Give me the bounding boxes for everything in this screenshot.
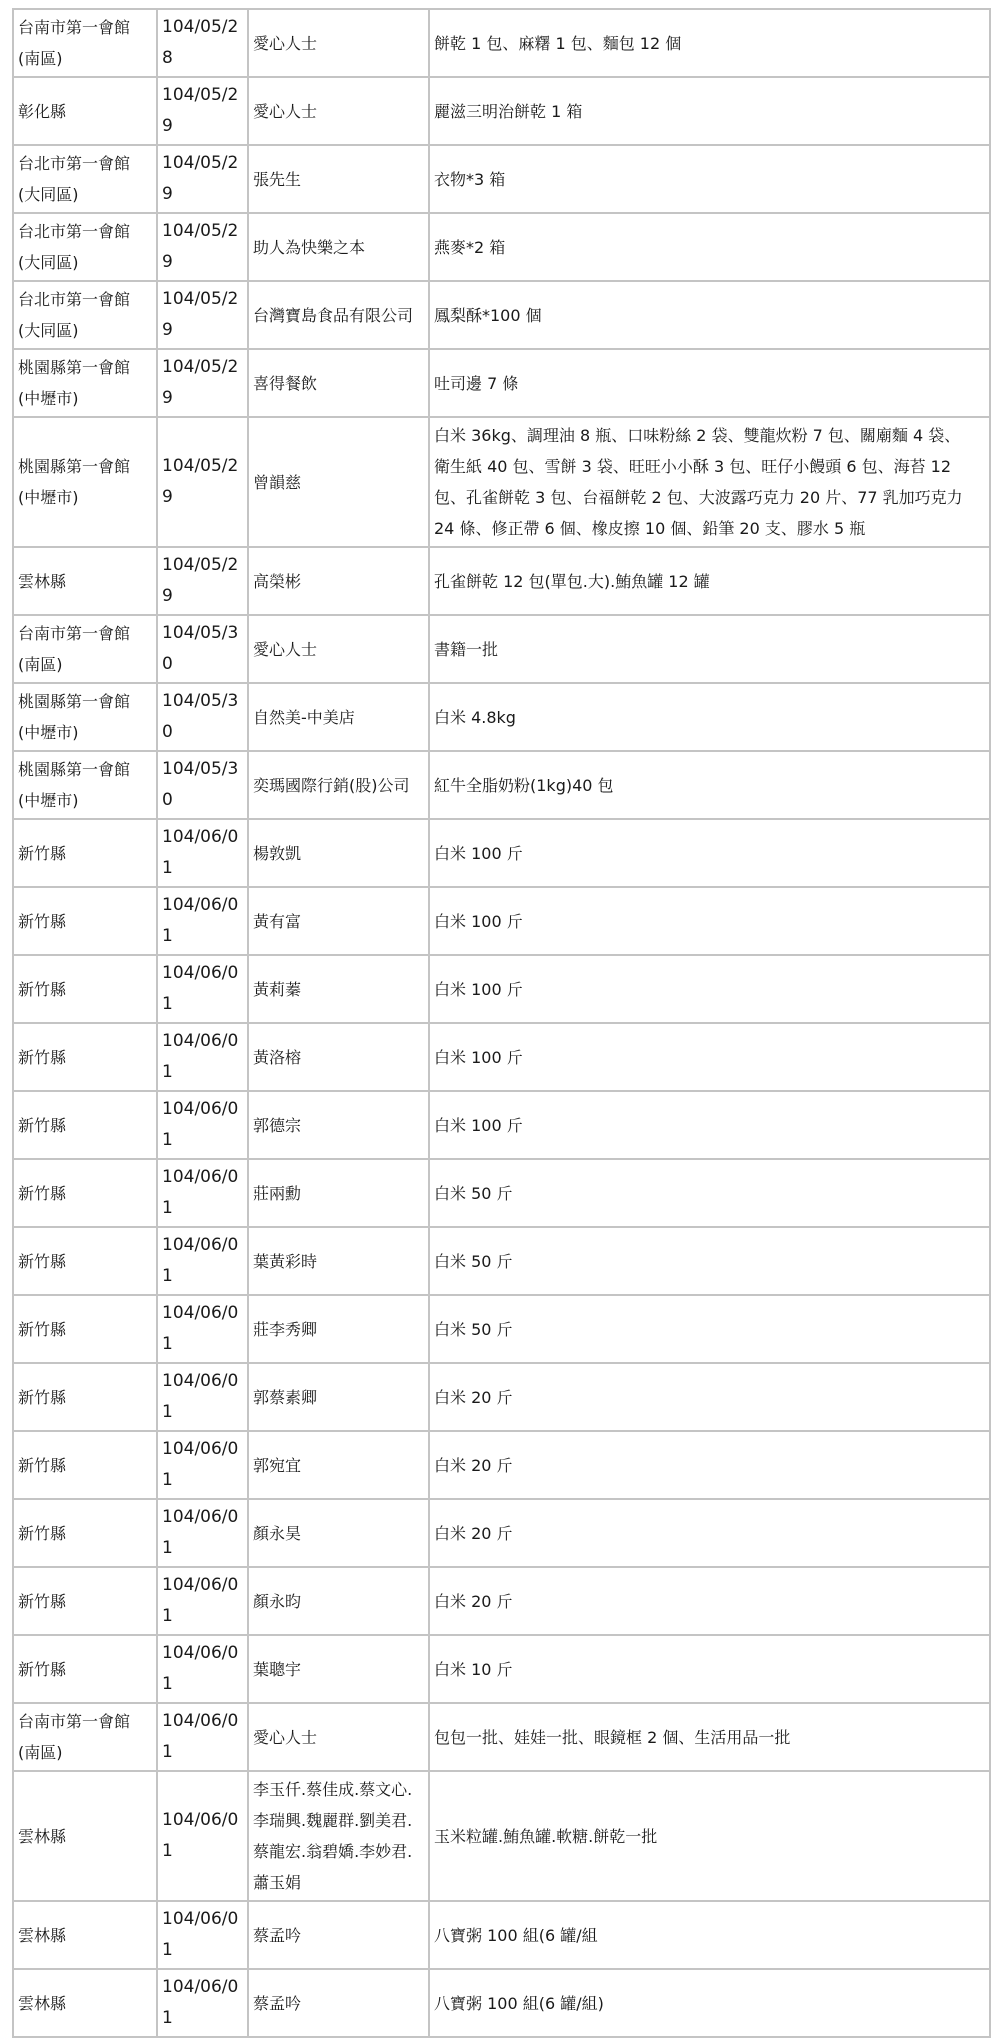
items-cell xyxy=(429,1023,990,1091)
table-row xyxy=(13,1901,990,1969)
branch-cell-line: 新竹縣 xyxy=(18,843,67,863)
date-cell xyxy=(157,1703,248,1771)
branch-cell-line: 新竹縣 xyxy=(18,1183,67,1203)
items-cell xyxy=(429,955,990,1023)
table-row xyxy=(13,9,990,77)
date-cell xyxy=(157,819,248,887)
branch-cell-line: 新竹縣 xyxy=(18,1659,67,1679)
branch-cell-line: 桃園縣第一會館 xyxy=(18,760,131,779)
donor-cell-line: 自然美-中美店 xyxy=(253,707,355,727)
date-cell xyxy=(157,9,248,77)
date-cell xyxy=(157,213,248,281)
date-cell xyxy=(157,1363,248,1431)
donor-cell xyxy=(248,1023,429,1091)
branch-cell xyxy=(13,1431,157,1499)
donor-cell xyxy=(248,77,429,145)
branch-cell xyxy=(13,349,157,417)
branch-cell-line: 雲林縣 xyxy=(18,1993,67,2013)
items-cell-line: 24 條、修正帶 6 個、橡皮擦 10 個、鉛筆 20 支、膠水 5 瓶 xyxy=(434,519,866,538)
donor-cell-line: 蕭玉娟 xyxy=(253,1873,302,1892)
donor-cell xyxy=(248,1901,429,1969)
branch-cell-line: 新竹縣 xyxy=(18,1591,67,1611)
donor-cell-line: 顏永昊 xyxy=(253,1523,302,1543)
items-cell-line: 燕麥*2 箱 xyxy=(434,237,506,257)
date-cell-line: 104/06/01 xyxy=(162,895,239,946)
branch-cell xyxy=(13,1159,157,1227)
donor-cell xyxy=(248,1635,429,1703)
branch-cell-line: (中壢市) xyxy=(18,389,79,408)
table-row xyxy=(13,547,990,615)
items-cell-line: 餅乾 1 包、麻糬 1 包、麵包 12 個 xyxy=(434,33,682,53)
date-cell xyxy=(157,955,248,1023)
donor-cell xyxy=(248,9,429,77)
branch-cell-line: 新竹縣 xyxy=(18,979,67,999)
donor-cell-line: 蔡龍宏.翁碧嬌.李妙君. xyxy=(253,1842,413,1861)
items-cell xyxy=(429,1567,990,1635)
table-row xyxy=(13,281,990,349)
branch-cell-line: (大同區) xyxy=(18,253,79,272)
donor-cell xyxy=(248,1227,429,1295)
items-cell-line: 白米 100 斤 xyxy=(434,843,523,863)
donor-cell-line: 葉聰宇 xyxy=(253,1659,302,1679)
items-cell-line: 白米 20 斤 xyxy=(434,1523,513,1543)
date-cell-line: 104/06/01 xyxy=(162,1167,239,1218)
date-cell xyxy=(157,887,248,955)
date-cell xyxy=(157,615,248,683)
items-cell xyxy=(429,1499,990,1567)
date-cell xyxy=(157,77,248,145)
branch-cell-line: 台北市第一會館 xyxy=(18,154,131,173)
branch-cell-line: (南區) xyxy=(18,1743,63,1762)
donor-cell-line: 李玉仟.蔡佳成.蔡文心. xyxy=(253,1780,413,1799)
donor-cell-line: 郭德宗 xyxy=(253,1115,302,1135)
donor-cell xyxy=(248,819,429,887)
branch-cell xyxy=(13,615,157,683)
branch-cell xyxy=(13,1227,157,1295)
items-cell xyxy=(429,417,990,547)
date-cell xyxy=(157,349,248,417)
table-row xyxy=(13,1969,990,2037)
branch-cell-line: 新竹縣 xyxy=(18,1115,67,1135)
donor-cell xyxy=(248,683,429,751)
branch-cell-line: (中壢市) xyxy=(18,791,79,810)
items-cell-line: 吐司邊 7 條 xyxy=(434,373,519,393)
donor-cell xyxy=(248,1091,429,1159)
date-cell xyxy=(157,1023,248,1091)
items-cell-line: 麗滋三明治餅乾 1 箱 xyxy=(434,101,583,121)
table-row xyxy=(13,1023,990,1091)
branch-cell-line: 新竹縣 xyxy=(18,1251,67,1271)
branch-cell-line: (中壢市) xyxy=(18,488,79,507)
branch-cell xyxy=(13,417,157,547)
donor-cell-line: 台灣寶島食品有限公司 xyxy=(253,305,414,325)
items-cell-line: 孔雀餅乾 12 包(單包.大).鮪魚罐 12 罐 xyxy=(434,571,710,591)
branch-cell xyxy=(13,1771,157,1901)
items-cell xyxy=(429,751,990,819)
date-cell-line: 104/06/01 xyxy=(162,1371,239,1422)
date-cell-line: 104/05/30 xyxy=(162,623,239,674)
donor-cell xyxy=(248,213,429,281)
date-cell xyxy=(157,1159,248,1227)
date-cell-line: 104/06/01 xyxy=(162,1977,239,2028)
donor-cell xyxy=(248,281,429,349)
donor-cell-line: 助人為快樂之本 xyxy=(253,237,366,257)
donor-cell xyxy=(248,417,429,547)
table-row xyxy=(13,683,990,751)
branch-cell xyxy=(13,9,157,77)
donor-cell-line: 莊兩勳 xyxy=(253,1183,302,1203)
donor-cell-line: 喜得餐飲 xyxy=(253,373,318,393)
date-cell xyxy=(157,1901,248,1969)
date-cell-line: 104/05/29 xyxy=(162,357,239,408)
items-cell xyxy=(429,683,990,751)
branch-cell-line: 台南市第一會館 xyxy=(18,1712,131,1731)
date-cell-line: 104/05/28 xyxy=(162,17,239,68)
items-cell-line: 玉米粒罐.鮪魚罐.軟糖.餅乾一批 xyxy=(434,1826,658,1846)
branch-cell xyxy=(13,1703,157,1771)
donor-cell xyxy=(248,1703,429,1771)
items-cell-line: 白米 100 斤 xyxy=(434,911,523,931)
date-cell-line: 104/06/01 xyxy=(162,1031,239,1082)
table-row xyxy=(13,349,990,417)
items-cell-line: 白米 20 斤 xyxy=(434,1387,513,1407)
branch-cell-line: 台南市第一會館 xyxy=(18,18,131,37)
items-cell xyxy=(429,9,990,77)
items-cell-line: 八寶粥 100 組(6 罐/組) xyxy=(434,1993,604,2013)
date-cell-line: 104/05/30 xyxy=(162,759,239,810)
branch-cell-line: 桃園縣第一會館 xyxy=(18,457,131,476)
table-row xyxy=(13,145,990,213)
date-cell-line: 104/05/30 xyxy=(162,691,239,742)
branch-cell xyxy=(13,819,157,887)
branch-cell-line: 雲林縣 xyxy=(18,1925,67,1945)
branch-cell xyxy=(13,1969,157,2037)
table-row xyxy=(13,1499,990,1567)
donor-cell-line: 蔡孟吟 xyxy=(253,1925,302,1945)
donor-cell-line: 莊李秀卿 xyxy=(253,1319,318,1339)
table-row xyxy=(13,1635,990,1703)
branch-cell xyxy=(13,683,157,751)
items-cell xyxy=(429,213,990,281)
branch-cell-line: (南區) xyxy=(18,49,63,68)
donor-cell-line: 愛心人士 xyxy=(253,33,318,53)
branch-cell xyxy=(13,281,157,349)
table-row xyxy=(13,1159,990,1227)
donor-cell-line: 黃莉蓁 xyxy=(253,979,302,999)
donor-cell xyxy=(248,1431,429,1499)
table-row xyxy=(13,1091,990,1159)
date-cell-line: 104/06/01 xyxy=(162,1099,239,1150)
donor-cell xyxy=(248,955,429,1023)
date-cell xyxy=(157,1635,248,1703)
date-cell xyxy=(157,683,248,751)
date-cell-line: 104/06/01 xyxy=(162,827,239,878)
items-cell-line: 包包一批、娃娃一批、眼鏡框 2 個、生活用品一批 xyxy=(434,1727,791,1747)
date-cell-line: 104/06/01 xyxy=(162,1643,239,1694)
branch-cell-line: (中壢市) xyxy=(18,723,79,742)
table-row xyxy=(13,615,990,683)
table-row xyxy=(13,1703,990,1771)
items-cell-line: 白米 10 斤 xyxy=(434,1659,513,1679)
donor-cell-line: 李瑞興.魏麗群.劉美君. xyxy=(253,1811,413,1830)
table-row xyxy=(13,1771,990,1901)
table-row xyxy=(13,213,990,281)
donor-cell xyxy=(248,751,429,819)
date-cell-line: 104/05/29 xyxy=(162,221,239,272)
branch-cell-line: (南區) xyxy=(18,655,63,674)
items-cell-line: 白米 100 斤 xyxy=(434,979,523,999)
table-row xyxy=(13,819,990,887)
items-cell xyxy=(429,281,990,349)
items-cell xyxy=(429,887,990,955)
items-cell xyxy=(429,1227,990,1295)
items-cell xyxy=(429,1901,990,1969)
branch-cell xyxy=(13,955,157,1023)
table-row xyxy=(13,955,990,1023)
date-cell xyxy=(157,1969,248,2037)
donor-cell-line: 愛心人士 xyxy=(253,1727,318,1747)
date-cell-line: 104/06/01 xyxy=(162,1711,239,1762)
items-cell xyxy=(429,1969,990,2037)
donor-cell-line: 郭蔡素卿 xyxy=(253,1387,318,1407)
date-cell-line: 104/05/29 xyxy=(162,85,239,136)
donor-cell xyxy=(248,1567,429,1635)
date-cell xyxy=(157,1499,248,1567)
date-cell-line: 104/06/01 xyxy=(162,1810,239,1861)
date-cell xyxy=(157,145,248,213)
items-cell xyxy=(429,1091,990,1159)
items-cell-line: 衛生紙 40 包、雪餅 3 袋、旺旺小小酥 3 包、旺仔小饅頭 6 包、海苔 12 xyxy=(434,457,952,476)
items-cell-line: 白米 100 斤 xyxy=(434,1115,523,1135)
table-row xyxy=(13,417,990,547)
donor-cell-line: 高榮彬 xyxy=(253,571,302,591)
items-cell-line: 白米 50 斤 xyxy=(434,1319,513,1339)
items-cell-line: 白米 20 斤 xyxy=(434,1455,513,1475)
donor-cell-line: 愛心人士 xyxy=(253,639,318,659)
donation-table xyxy=(12,8,991,2038)
branch-cell-line: 台北市第一會館 xyxy=(18,290,131,309)
branch-cell xyxy=(13,77,157,145)
branch-cell xyxy=(13,1901,157,1969)
donor-cell-line: 郭宛宜 xyxy=(253,1455,302,1475)
donor-cell xyxy=(248,1499,429,1567)
donor-cell-line: 黃有富 xyxy=(253,911,302,931)
items-cell-line: 鳳梨酥*100 個 xyxy=(434,305,542,325)
donor-cell-line: 顏永昀 xyxy=(253,1591,302,1611)
date-cell-line: 104/05/29 xyxy=(162,555,239,606)
items-cell xyxy=(429,349,990,417)
items-cell-line: 包、孔雀餅乾 3 包、台福餅乾 2 包、大波露巧克力 20 片、77 乳加巧克力 xyxy=(434,488,963,507)
items-cell-line: 白米 50 斤 xyxy=(434,1251,513,1271)
donor-cell-line: 楊敦凱 xyxy=(253,843,302,863)
branch-cell xyxy=(13,751,157,819)
table-row xyxy=(13,751,990,819)
table-row xyxy=(13,887,990,955)
date-cell-line: 104/06/01 xyxy=(162,1303,239,1354)
date-cell xyxy=(157,417,248,547)
donor-cell xyxy=(248,1771,429,1901)
donor-cell xyxy=(248,547,429,615)
date-cell xyxy=(157,1227,248,1295)
donation-table-body xyxy=(13,9,990,2037)
donor-cell-line: 蔡孟吟 xyxy=(253,1993,302,2013)
table-row xyxy=(13,77,990,145)
donor-cell-line: 奕瑪國際行銷(股)公司 xyxy=(253,775,410,795)
date-cell-line: 104/06/01 xyxy=(162,1909,239,1960)
branch-cell-line: 雲林縣 xyxy=(18,1826,67,1846)
items-cell xyxy=(429,77,990,145)
items-cell-line: 白米 4.8kg xyxy=(434,707,516,727)
branch-cell-line: 彰化縣 xyxy=(18,101,67,121)
donor-cell-line: 葉黃彩時 xyxy=(253,1251,318,1271)
items-cell xyxy=(429,1431,990,1499)
items-cell xyxy=(429,615,990,683)
date-cell-line: 104/05/29 xyxy=(162,153,239,204)
items-cell-line: 白米 50 斤 xyxy=(434,1183,513,1203)
date-cell-line: 104/06/01 xyxy=(162,1235,239,1286)
donor-cell xyxy=(248,887,429,955)
branch-cell-line: 台北市第一會館 xyxy=(18,222,131,241)
date-cell xyxy=(157,1431,248,1499)
date-cell-line: 104/05/29 xyxy=(162,456,239,507)
branch-cell xyxy=(13,145,157,213)
donor-cell-line: 黃洛榕 xyxy=(253,1047,302,1067)
items-cell xyxy=(429,1771,990,1901)
branch-cell xyxy=(13,1091,157,1159)
branch-cell xyxy=(13,547,157,615)
date-cell-line: 104/06/01 xyxy=(162,963,239,1014)
items-cell-line: 白米 20 斤 xyxy=(434,1591,513,1611)
table-row xyxy=(13,1363,990,1431)
date-cell-line: 104/06/01 xyxy=(162,1575,239,1626)
branch-cell-line: 桃園縣第一會館 xyxy=(18,692,131,711)
branch-cell-line: 新竹縣 xyxy=(18,1523,67,1543)
table-row xyxy=(13,1567,990,1635)
items-cell xyxy=(429,1363,990,1431)
branch-cell xyxy=(13,1023,157,1091)
donor-cell xyxy=(248,1159,429,1227)
branch-cell-line: 新竹縣 xyxy=(18,1047,67,1067)
items-cell xyxy=(429,1703,990,1771)
items-cell-line: 白米 36kg、調理油 8 瓶、口味粉絲 2 袋、雙龍炊粉 7 包、關廟麵 4 袋、 xyxy=(434,426,961,445)
branch-cell xyxy=(13,887,157,955)
branch-cell-line: 新竹縣 xyxy=(18,1387,67,1407)
donor-cell-line: 愛心人士 xyxy=(253,101,318,121)
items-cell xyxy=(429,547,990,615)
branch-cell xyxy=(13,1499,157,1567)
items-cell-line: 紅牛全脂奶粉(1kg)40 包 xyxy=(434,775,614,795)
table-row xyxy=(13,1431,990,1499)
table-row xyxy=(13,1227,990,1295)
donor-cell xyxy=(248,1969,429,2037)
items-cell-line: 書籍一批 xyxy=(434,639,499,659)
items-cell xyxy=(429,145,990,213)
items-cell xyxy=(429,1159,990,1227)
items-cell-line: 白米 100 斤 xyxy=(434,1047,523,1067)
date-cell xyxy=(157,751,248,819)
branch-cell-line: 新竹縣 xyxy=(18,1455,67,1475)
donor-cell xyxy=(248,615,429,683)
branch-cell xyxy=(13,1635,157,1703)
branch-cell-line: 新竹縣 xyxy=(18,1319,67,1339)
branch-cell-line: (大同區) xyxy=(18,321,79,340)
date-cell-line: 104/06/01 xyxy=(162,1507,239,1558)
branch-cell-line: (大同區) xyxy=(18,185,79,204)
items-cell xyxy=(429,819,990,887)
branch-cell-line: 台南市第一會館 xyxy=(18,624,131,643)
date-cell-line: 104/05/29 xyxy=(162,289,239,340)
items-cell-line: 八寶粥 100 組(6 罐/組 xyxy=(434,1925,598,1945)
branch-cell-line: 新竹縣 xyxy=(18,911,67,931)
date-cell-line: 104/06/01 xyxy=(162,1439,239,1490)
branch-cell xyxy=(13,1567,157,1635)
donor-cell xyxy=(248,145,429,213)
branch-cell-line: 桃園縣第一會館 xyxy=(18,358,131,377)
items-cell xyxy=(429,1635,990,1703)
branch-cell-line: 雲林縣 xyxy=(18,571,67,591)
branch-cell xyxy=(13,1363,157,1431)
items-cell-line: 衣物*3 箱 xyxy=(434,169,506,189)
donor-cell-line: 張先生 xyxy=(253,169,302,189)
donor-cell-line: 曾韻慈 xyxy=(253,472,302,492)
date-cell xyxy=(157,281,248,349)
date-cell xyxy=(157,1091,248,1159)
date-cell xyxy=(157,547,248,615)
date-cell xyxy=(157,1567,248,1635)
branch-cell xyxy=(13,213,157,281)
date-cell xyxy=(157,1771,248,1901)
donor-cell xyxy=(248,349,429,417)
donor-cell xyxy=(248,1363,429,1431)
